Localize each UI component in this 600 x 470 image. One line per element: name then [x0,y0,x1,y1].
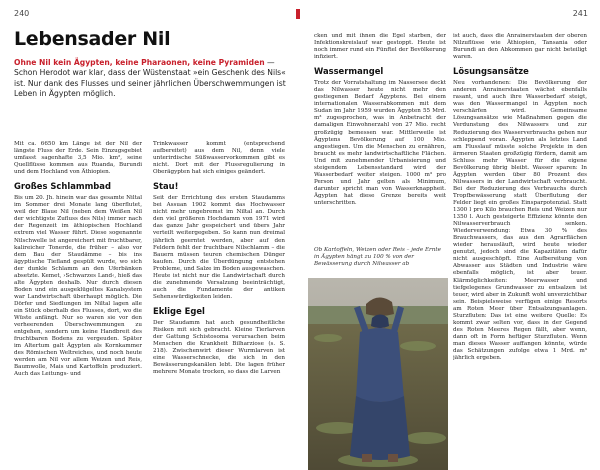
text-column-3 [314,33,446,245]
page-number-left: 240 [14,9,30,18]
page-number-right: 241 [572,9,588,18]
lead-text: — Schon Herodot war klar, dass der Wüstenstaat »ein Geschenk des Nils« ist. Nur dank des Flusses und seiner jährlichen Überschwemmungen ist Leben in Ägypten möglich. [14,58,286,99]
heading-stau: Stau! [153,181,179,192]
paragraph-egel: Der Staudamm hat auch gesundheitliche Risiken mit sich gebracht. Kleine Tierlarven der Gattung Schistosoma verursachen beim Menschen die Krankheit Bilharziose (s. S. 218). Zwischenwirt dieser Wurmlarven ist eine Wasserschnecke, die sich in den Bewässerungskanälen lebt. Die lagen früher mehrere Monate trocken, so dass die Larven [153,319,285,376]
heading-egel: Eklige Egel [153,305,205,316]
paragraph-anrainer: ist auch, dass die Anrainerstaaten der oberen Nilzuflüsse wie Äthiopien, Tansania oder Burundi an den Abkommen gar nicht beteiligt waren. [453,33,587,61]
heading-schlammbad: Großes Schlammbad [14,181,111,192]
heading-loesungsansaetze: Lösungsansätze [453,66,529,77]
paragraph-loesungsansaetze: Neu vorhandenen: Die Bevölkerung der anderen Anrainerstaaten wächst ebenfalls rasant, und auch ihre Wasserbedarf steigt, was den Wassermangel in Ägypten noch verschärfen wird. Gemeinsame Lösungsansätze wie Maßnahmen gegen die Verdunstung des Nilwassers und zur Reduzierung des Wasserverbrauchs gehen nur schleppend voran. Ägypten als letztes Land am Flusslauf müsste solche Projekte in den ärmeren Staaten großzügig fördern, damit am Schluss mehr Wasser für die eigene Bevölkerung übrig bleibt. Wasser sparen: In Ägypten werden über 80 Prozent des Nilwassers in der Landwirtschaft verbraucht. Bei der Reduzierung des Verbrauchs durch Tropfbewässerung statt Überflutung der Felder liegt ein großes Einsparpotenzial. Statt 1300 l pro Kilo brauchen Reis und Weizen nur 1350 l. Auch gesteigerte Effizienz könnte den Nilwasserverbrauch senken. Wiederverwendung: Etwa 30 % des Brauchwassers, das aus den Agrarflächen wieder herausläuft, wird heute wieder genutzt, jedoch sind die Kapazitäten dafür nicht ausgeschöpft. Eine Aufbereitung von Abwasser aus Städten und Industrie wäre ebenfalls möglich, ist aber teuer. Klärmöglichkeiten: Meerwasser und tiefgelegenes Grundwasser zu entsalzen ist teuer, wird aber in Zukunft wohl unverzichtbar sein. Beispielsweise verfügen einige Resorts am Roten Meer über Entsalzungsanlagen. Sturzfluten: Das ist eine weitere Quelle: Es kommt zwar selten vor, dass in der Gegend des Roten Meeres Regen fällt, aber wenn, dann oft in Form heftiger Sturzfluten. Wenn man dieses Wasser auffangen könnte, würde das Schätzungen zufolge etwa 1 Mrd. m³ jährlich ergeben. [453,80,587,362]
photo-caption: Ob Kartoffeln, Weizen oder Reis – jede Ernte in Ägypten hängt zu 100 % von der Bewässerung durch Nilwasser ab [314,247,441,268]
lead-highlight: Ohne Nil kein Ägypten, keine Pharaonen, keine Pyramiden [14,58,265,67]
text-column-4 [453,33,587,465]
paragraph-egel-cont: cken und mit ihnen die Egel starben, der Infektionskreislauf war gestoppt. Heute ist noch immer rund ein Fünftel der Bevölkerung infiziert. [314,33,446,61]
heading-wassermangel: Wassermangel [314,66,384,77]
paragraph-trinkwasser: Trinkwasser kommt (entsprechend aufbereitet) aus dem Nil, denn viele unterirdische Süßwasservorkommen gibt es nicht. Dort mit der Flussregulierung in Oberägypten hat sich einiges geändert. [153,141,285,176]
paragraph-wassermangel: Trotz der Vorratshaltung im Nassersee deckt das Nilwasser heute nicht mehr den gestiegenen Bedarf Ägyptens. Bei einem internationalen Wasserabkommen mit dem Sudan im Jahr 1959 wurden Ägypten 55 Mrd. m³ zugesprochen, was in Anbetracht der damaligen Einwohnerzahl von 27 Mio. recht großzügig bemessen war. Mittlerweile ist Ägyptens Bevölkerung auf 100 Mio. angestiegen. Um die Menschen zu ernähren, braucht es mehr landwirtschaftliche Flächen. Und mit zunehmender Urbanisierung und steigendem Lebensstandard wird der Wasserbedarf weiter steigen. 1000 m³ pro Person und Jahr gelten als Minimum, darunter spricht man von Wasserknappheit. Ägypten hat diese Grenze bereits weit unterschritten. [314,80,446,206]
paragraph-schlammbad: Bis um 20. Jh. hinein war das gesamte Niltal im Sommer drei Monate lang überflutet, weil der Blaue Nil (neben dem Weißen Nil der wichtigste Zufluss des Nils) immer nach der Regenzeit im äthiopischen Hochland extrem viel Wasser führt. Diese sogenannte Nilschwelle ist angereichert mit fruchtbarer, kalireicher Tonerde, die früher – also vor dem Bau der Staudämme – bis ins ägyptische Tiefland gespült wurde, wo sich der dunkle Schlamm an den Uferbänken absetzte. Kemet, ›Schwarzes Land‹, hieß das alte Ägypten deshalb. Nur durch diesen Boden und ein ausgeklügeltes Kanalsystem war Landwirtschaft überhaupt möglich. Die Dörfer und Siedlungen im Niltal lagen alle ein Stück oberhalb des Flusses, dort, wo die Wüste anfängt. Nur so waren sie vor den verheerenden Überschwemmungen zu entgehen, sondern um keine Handbreit des fruchtbaren Bodens zu vergeuden. Später im Altertum galt Ägypten als Kornkammer des Römischen Weltreiches, und noch heute werden am Nil vor allem Weizen und Reis, Baumwolle, Mais und Kartoffeln produziert. Auch das Leitungs- und [14,195,142,378]
intro-paragraph: Mit ca. 6650 km Länge ist der Nil der längste Fluss der Erde. Sein Einzugsgebiet umfasst sagenhafte 3,5 Mio. km², seine Quellflüsse kommen aus Ruanda, Burundi und dem Hochland von Äthiopien. [14,141,142,176]
right-page [300,0,600,470]
farmer-photo [308,278,448,470]
page-title: Lebensader Nil [14,28,171,50]
text-column-1 [14,141,142,465]
paragraph-stau: Seit der Errichtung des ersten Staudamms bei Assuan 1902 kommt das Hochwasser nicht mehr ungebremst im Niltal an. Durch den viel größeren Hochdamm von 1971 wird das ganze Jahr gespeichert und übers Jahr verteilt weitergegeben. So kann nun dreimal jährlich geerntet werden, aber auf den Feldern fehlt der fruchtbare Nilschlamm – die Bauern müssen teuren chemischen Dünger kaufen. Durch die Überdüngung entstehen Probleme, und Salze im Boden ausgewaschen. Heute ist nicht nur die Landwirtschaft durch die zunehmende Versalzung beeinträchtigt, auch die Fundamente der antiken Sehenswürdigkeiten leiden. [153,195,285,300]
lead-paragraph [14,58,288,100]
text-column-2 [153,141,285,465]
